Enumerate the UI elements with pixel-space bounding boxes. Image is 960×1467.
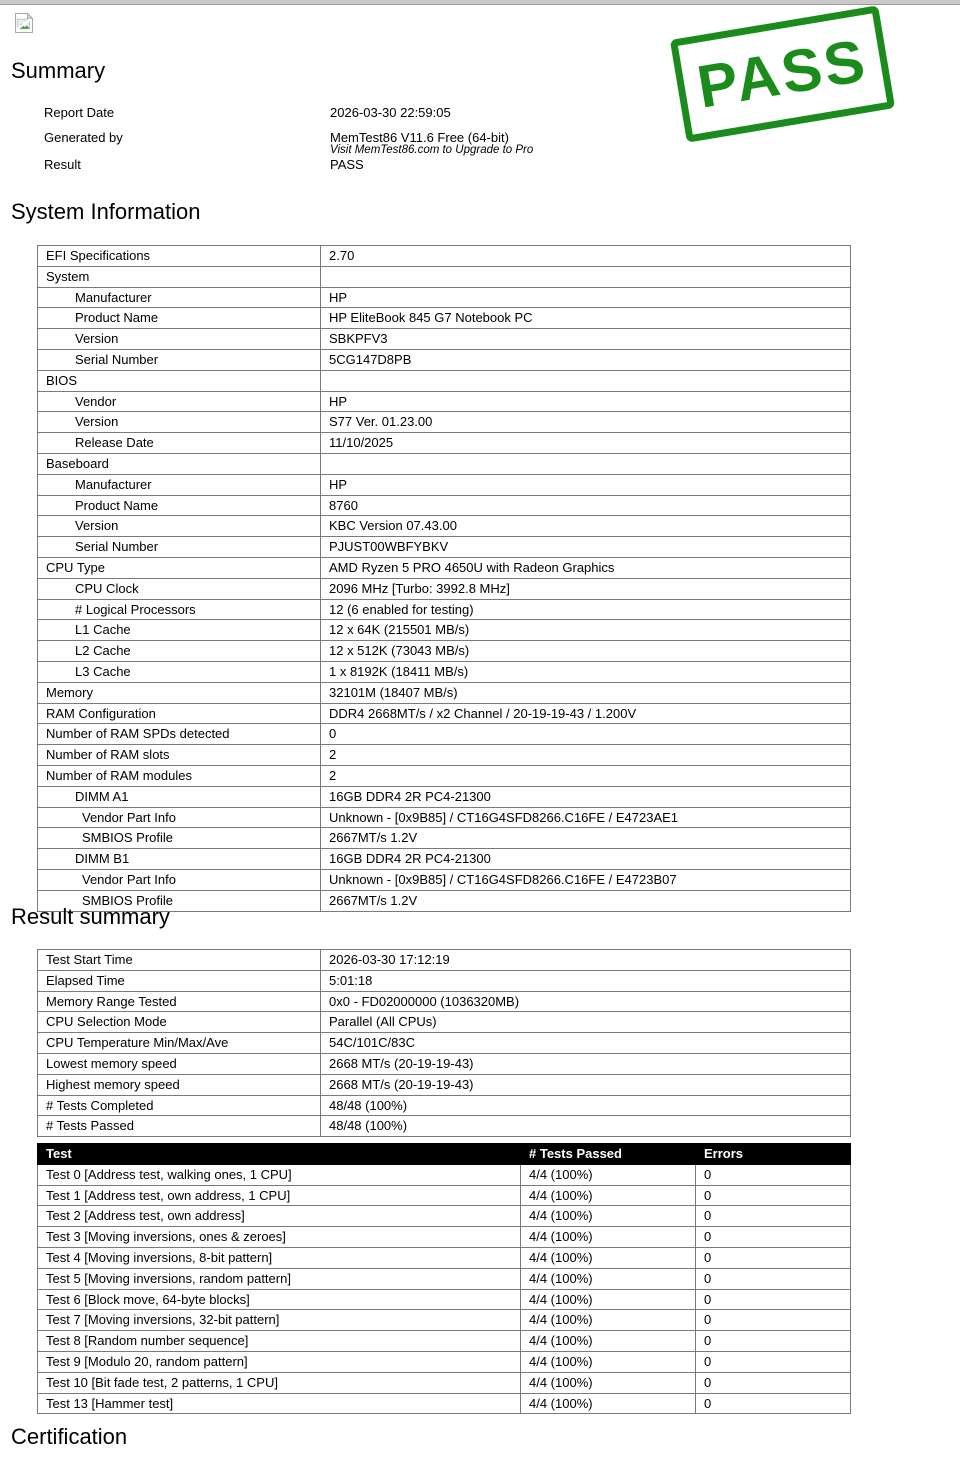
table-row bbox=[38, 412, 851, 433]
cell-label: EFI Specifications bbox=[38, 246, 321, 267]
cell-errors: 0 bbox=[696, 1206, 851, 1227]
table-row bbox=[38, 246, 851, 267]
cell-value: 2667MT/s 1.2V bbox=[321, 828, 851, 849]
table-row bbox=[38, 620, 851, 641]
cell-passed: 4/4 (100%) bbox=[521, 1310, 696, 1331]
cell-errors: 0 bbox=[696, 1351, 851, 1372]
cell-label: Version bbox=[38, 412, 321, 433]
cell-value: 48/48 (100%) bbox=[321, 1116, 851, 1137]
table-row bbox=[38, 599, 851, 620]
cell-label: Product Name bbox=[38, 308, 321, 329]
table-row bbox=[38, 1074, 851, 1095]
table-row bbox=[38, 370, 851, 391]
cell-label: Release Date bbox=[38, 433, 321, 454]
cell-passed: 4/4 (100%) bbox=[521, 1164, 696, 1185]
result-value: PASS bbox=[330, 157, 364, 172]
cell-label: DIMM A1 bbox=[38, 786, 321, 807]
table-row bbox=[38, 1247, 851, 1268]
cell-test: Test 10 [Bit fade test, 2 patterns, 1 CPU] bbox=[38, 1372, 521, 1393]
cell-label: Lowest memory speed bbox=[38, 1053, 321, 1074]
cell-value: 54C/101C/83C bbox=[321, 1033, 851, 1054]
cell-errors: 0 bbox=[696, 1185, 851, 1206]
cell-value: 2668 MT/s (20-19-19-43) bbox=[321, 1074, 851, 1095]
cell-label: Number of RAM modules bbox=[38, 765, 321, 786]
cell-label: Number of RAM slots bbox=[38, 745, 321, 766]
cell-errors: 0 bbox=[696, 1372, 851, 1393]
cell-label: Serial Number bbox=[38, 537, 321, 558]
pass-stamp-label: PASS bbox=[692, 26, 873, 121]
table-row bbox=[38, 1012, 851, 1033]
cell-errors: 0 bbox=[696, 1227, 851, 1248]
cell-value bbox=[321, 370, 851, 391]
broken-image-icon bbox=[14, 12, 34, 34]
cell-value: 5CG147D8PB bbox=[321, 349, 851, 370]
cell-value: S77 Ver. 01.23.00 bbox=[321, 412, 851, 433]
cell-value: 2668 MT/s (20-19-19-43) bbox=[321, 1053, 851, 1074]
cell-value: HP EliteBook 845 G7 Notebook PC bbox=[321, 308, 851, 329]
cell-value: 16GB DDR4 2R PC4-21300 bbox=[321, 786, 851, 807]
cell-passed: 4/4 (100%) bbox=[521, 1351, 696, 1372]
cell-errors: 0 bbox=[696, 1268, 851, 1289]
cell-label: L2 Cache bbox=[38, 641, 321, 662]
table-row bbox=[38, 537, 851, 558]
table-row bbox=[38, 1206, 851, 1227]
cell-test: Test 8 [Random number sequence] bbox=[38, 1331, 521, 1352]
page-top-border bbox=[0, 0, 960, 5]
table-row bbox=[38, 1372, 851, 1393]
cell-value: 2 bbox=[321, 745, 851, 766]
cell-label: # Tests Completed bbox=[38, 1095, 321, 1116]
cell-test: Test 13 [Hammer test] bbox=[38, 1393, 521, 1414]
table-row bbox=[38, 349, 851, 370]
table-row bbox=[38, 970, 851, 991]
cell-value: 1 x 8192K (18411 MB/s) bbox=[321, 661, 851, 682]
cell-passed: 4/4 (100%) bbox=[521, 1185, 696, 1206]
cell-label: Test Start Time bbox=[38, 950, 321, 971]
report-date-value: 2026-03-30 22:59:05 bbox=[330, 105, 451, 120]
cell-value: 0 bbox=[321, 724, 851, 745]
cell-label: Vendor Part Info bbox=[38, 869, 321, 890]
cell-test: Test 5 [Moving inversions, random pattern] bbox=[38, 1268, 521, 1289]
cell-passed: 4/4 (100%) bbox=[521, 1372, 696, 1393]
cell-value: 2.70 bbox=[321, 246, 851, 267]
cell-label: Memory Range Tested bbox=[38, 991, 321, 1012]
cell-passed: 4/4 (100%) bbox=[521, 1227, 696, 1248]
table-row bbox=[38, 453, 851, 474]
cell-value: PJUST00WBFYBKV bbox=[321, 537, 851, 558]
table-row bbox=[38, 1289, 851, 1310]
report-date-label: Report Date bbox=[44, 105, 115, 120]
system-information-heading: System Information bbox=[11, 199, 201, 224]
cell-passed: 4/4 (100%) bbox=[521, 1206, 696, 1227]
test-results-header-row bbox=[38, 1144, 851, 1165]
cell-label: L1 Cache bbox=[38, 620, 321, 641]
table-row bbox=[38, 1351, 851, 1372]
table-row bbox=[38, 991, 851, 1012]
table-row bbox=[38, 433, 851, 454]
table-row bbox=[38, 308, 851, 329]
cell-label: # Logical Processors bbox=[38, 599, 321, 620]
cell-value: Unknown - [0x9B85] / CT16G4SFD8266.C16FE / E4723AE1 bbox=[321, 807, 851, 828]
cell-label: BIOS bbox=[38, 370, 321, 391]
table-row bbox=[38, 1164, 851, 1185]
generated-by-value: MemTest86 V11.6 Free (64-bit) bbox=[330, 130, 509, 145]
cell-passed: 4/4 (100%) bbox=[521, 1268, 696, 1289]
summary-heading: Summary bbox=[11, 58, 106, 83]
cell-label: DIMM B1 bbox=[38, 849, 321, 870]
cell-label: Serial Number bbox=[38, 349, 321, 370]
cell-value: 2096 MHz [Turbo: 3992.8 MHz] bbox=[321, 578, 851, 599]
cell-value: 16GB DDR4 2R PC4-21300 bbox=[321, 849, 851, 870]
cell-label: Manufacturer bbox=[38, 474, 321, 495]
cell-value bbox=[321, 266, 851, 287]
cell-value: Parallel (All CPUs) bbox=[321, 1012, 851, 1033]
table-row bbox=[38, 557, 851, 578]
table-row bbox=[38, 869, 851, 890]
cell-label: CPU Selection Mode bbox=[38, 1012, 321, 1033]
cell-value: AMD Ryzen 5 PRO 4650U with Radeon Graphics bbox=[321, 557, 851, 578]
table-row bbox=[38, 1227, 851, 1248]
cell-test: Test 3 [Moving inversions, ones & zeroes] bbox=[38, 1227, 521, 1248]
cell-label: Elapsed Time bbox=[38, 970, 321, 991]
cell-label: CPU Clock bbox=[38, 578, 321, 599]
certification-heading: Certification bbox=[11, 1424, 128, 1449]
table-row bbox=[38, 828, 851, 849]
generated-by-label: Generated by bbox=[44, 130, 123, 145]
cell-value: 11/10/2025 bbox=[321, 433, 851, 454]
cell-value: 8760 bbox=[321, 495, 851, 516]
table-row bbox=[38, 661, 851, 682]
cell-label: L3 Cache bbox=[38, 661, 321, 682]
cell-label: Vendor bbox=[38, 391, 321, 412]
table-row bbox=[38, 578, 851, 599]
table-row bbox=[38, 1185, 851, 1206]
cell-label: Number of RAM SPDs detected bbox=[38, 724, 321, 745]
cell-label: Version bbox=[38, 329, 321, 350]
table-row bbox=[38, 1268, 851, 1289]
cell-passed: 4/4 (100%) bbox=[521, 1331, 696, 1352]
table-row bbox=[38, 1331, 851, 1352]
cell-label: Memory bbox=[38, 682, 321, 703]
cell-value: 2 bbox=[321, 765, 851, 786]
cell-test: Test 9 [Modulo 20, random pattern] bbox=[38, 1351, 521, 1372]
cell-value: 0x0 - FD02000000 (1036320MB) bbox=[321, 991, 851, 1012]
cell-passed: 4/4 (100%) bbox=[521, 1393, 696, 1414]
cell-errors: 0 bbox=[696, 1310, 851, 1331]
table-row bbox=[38, 807, 851, 828]
table-row bbox=[38, 516, 851, 537]
table-row bbox=[38, 1095, 851, 1116]
header-tests-passed: # Tests Passed bbox=[521, 1144, 696, 1165]
upgrade-note: Visit MemTest86.com to Upgrade to Pro bbox=[330, 144, 534, 156]
cell-value: 2667MT/s 1.2V bbox=[321, 890, 851, 911]
table-row bbox=[38, 1116, 851, 1137]
table-row bbox=[38, 849, 851, 870]
table-row bbox=[38, 474, 851, 495]
cell-test: Test 6 [Block move, 64-byte blocks] bbox=[38, 1289, 521, 1310]
cell-value: KBC Version 07.43.00 bbox=[321, 516, 851, 537]
cell-value: Unknown - [0x9B85] / CT16G4SFD8266.C16FE / E4723B07 bbox=[321, 869, 851, 890]
cell-test: Test 0 [Address test, walking ones, 1 CPU] bbox=[38, 1164, 521, 1185]
cell-label: SMBIOS Profile bbox=[38, 890, 321, 911]
cell-value: 12 (6 enabled for testing) bbox=[321, 599, 851, 620]
cell-label: CPU Type bbox=[38, 557, 321, 578]
table-row bbox=[38, 266, 851, 287]
header-test: Test bbox=[38, 1144, 521, 1165]
cell-label: CPU Temperature Min/Max/Ave bbox=[38, 1033, 321, 1054]
cell-value: 12 x 64K (215501 MB/s) bbox=[321, 620, 851, 641]
cell-passed: 4/4 (100%) bbox=[521, 1289, 696, 1310]
cell-errors: 0 bbox=[696, 1331, 851, 1352]
header-errors: Errors bbox=[696, 1144, 851, 1165]
cell-value: HP bbox=[321, 391, 851, 412]
cell-value: 32101M (18407 MB/s) bbox=[321, 682, 851, 703]
cell-passed: 4/4 (100%) bbox=[521, 1247, 696, 1268]
cell-label: Manufacturer bbox=[38, 287, 321, 308]
cell-label: Vendor Part Info bbox=[38, 807, 321, 828]
table-row bbox=[38, 391, 851, 412]
cell-errors: 0 bbox=[696, 1247, 851, 1268]
table-row bbox=[38, 1033, 851, 1054]
table-row bbox=[38, 495, 851, 516]
table-row bbox=[38, 745, 851, 766]
cell-label: Baseboard bbox=[38, 453, 321, 474]
cell-errors: 0 bbox=[696, 1289, 851, 1310]
cell-test: Test 7 [Moving inversions, 32-bit pattern] bbox=[38, 1310, 521, 1331]
cell-value bbox=[321, 453, 851, 474]
result-summary-heading: Result summary bbox=[11, 904, 170, 929]
table-row bbox=[38, 287, 851, 308]
cell-errors: 0 bbox=[696, 1393, 851, 1414]
test-results-table bbox=[37, 1143, 851, 1414]
cell-label: # Tests Passed bbox=[38, 1116, 321, 1137]
cell-label: System bbox=[38, 266, 321, 287]
result-label: Result bbox=[44, 157, 81, 172]
table-row bbox=[38, 1053, 851, 1074]
cell-label: Version bbox=[38, 516, 321, 537]
table-row bbox=[38, 703, 851, 724]
cell-test: Test 4 [Moving inversions, 8-bit pattern] bbox=[38, 1247, 521, 1268]
cell-value: 48/48 (100%) bbox=[321, 1095, 851, 1116]
system-information-table bbox=[37, 245, 851, 912]
cell-value: DDR4 2668MT/s / x2 Channel / 20-19-19-43 / 1.200V bbox=[321, 703, 851, 724]
table-row bbox=[38, 641, 851, 662]
table-row bbox=[38, 1310, 851, 1331]
table-row bbox=[38, 1393, 851, 1414]
result-summary-table bbox=[37, 949, 851, 1137]
cell-value: 12 x 512K (73043 MB/s) bbox=[321, 641, 851, 662]
cell-value: HP bbox=[321, 474, 851, 495]
cell-label: Highest memory speed bbox=[38, 1074, 321, 1095]
pass-stamp bbox=[670, 5, 895, 142]
cell-label: SMBIOS Profile bbox=[38, 828, 321, 849]
table-row bbox=[38, 329, 851, 350]
cell-value: SBKPFV3 bbox=[321, 329, 851, 350]
cell-label: RAM Configuration bbox=[38, 703, 321, 724]
cell-label: Product Name bbox=[38, 495, 321, 516]
cell-errors: 0 bbox=[696, 1164, 851, 1185]
table-row bbox=[38, 724, 851, 745]
table-row bbox=[38, 786, 851, 807]
cell-value: HP bbox=[321, 287, 851, 308]
table-row bbox=[38, 682, 851, 703]
table-row bbox=[38, 950, 851, 971]
cell-test: Test 1 [Address test, own address, 1 CPU] bbox=[38, 1185, 521, 1206]
cell-test: Test 2 [Address test, own address] bbox=[38, 1206, 521, 1227]
cell-value: 5:01:18 bbox=[321, 970, 851, 991]
table-row bbox=[38, 765, 851, 786]
cell-value: 2026-03-30 17:12:19 bbox=[321, 950, 851, 971]
